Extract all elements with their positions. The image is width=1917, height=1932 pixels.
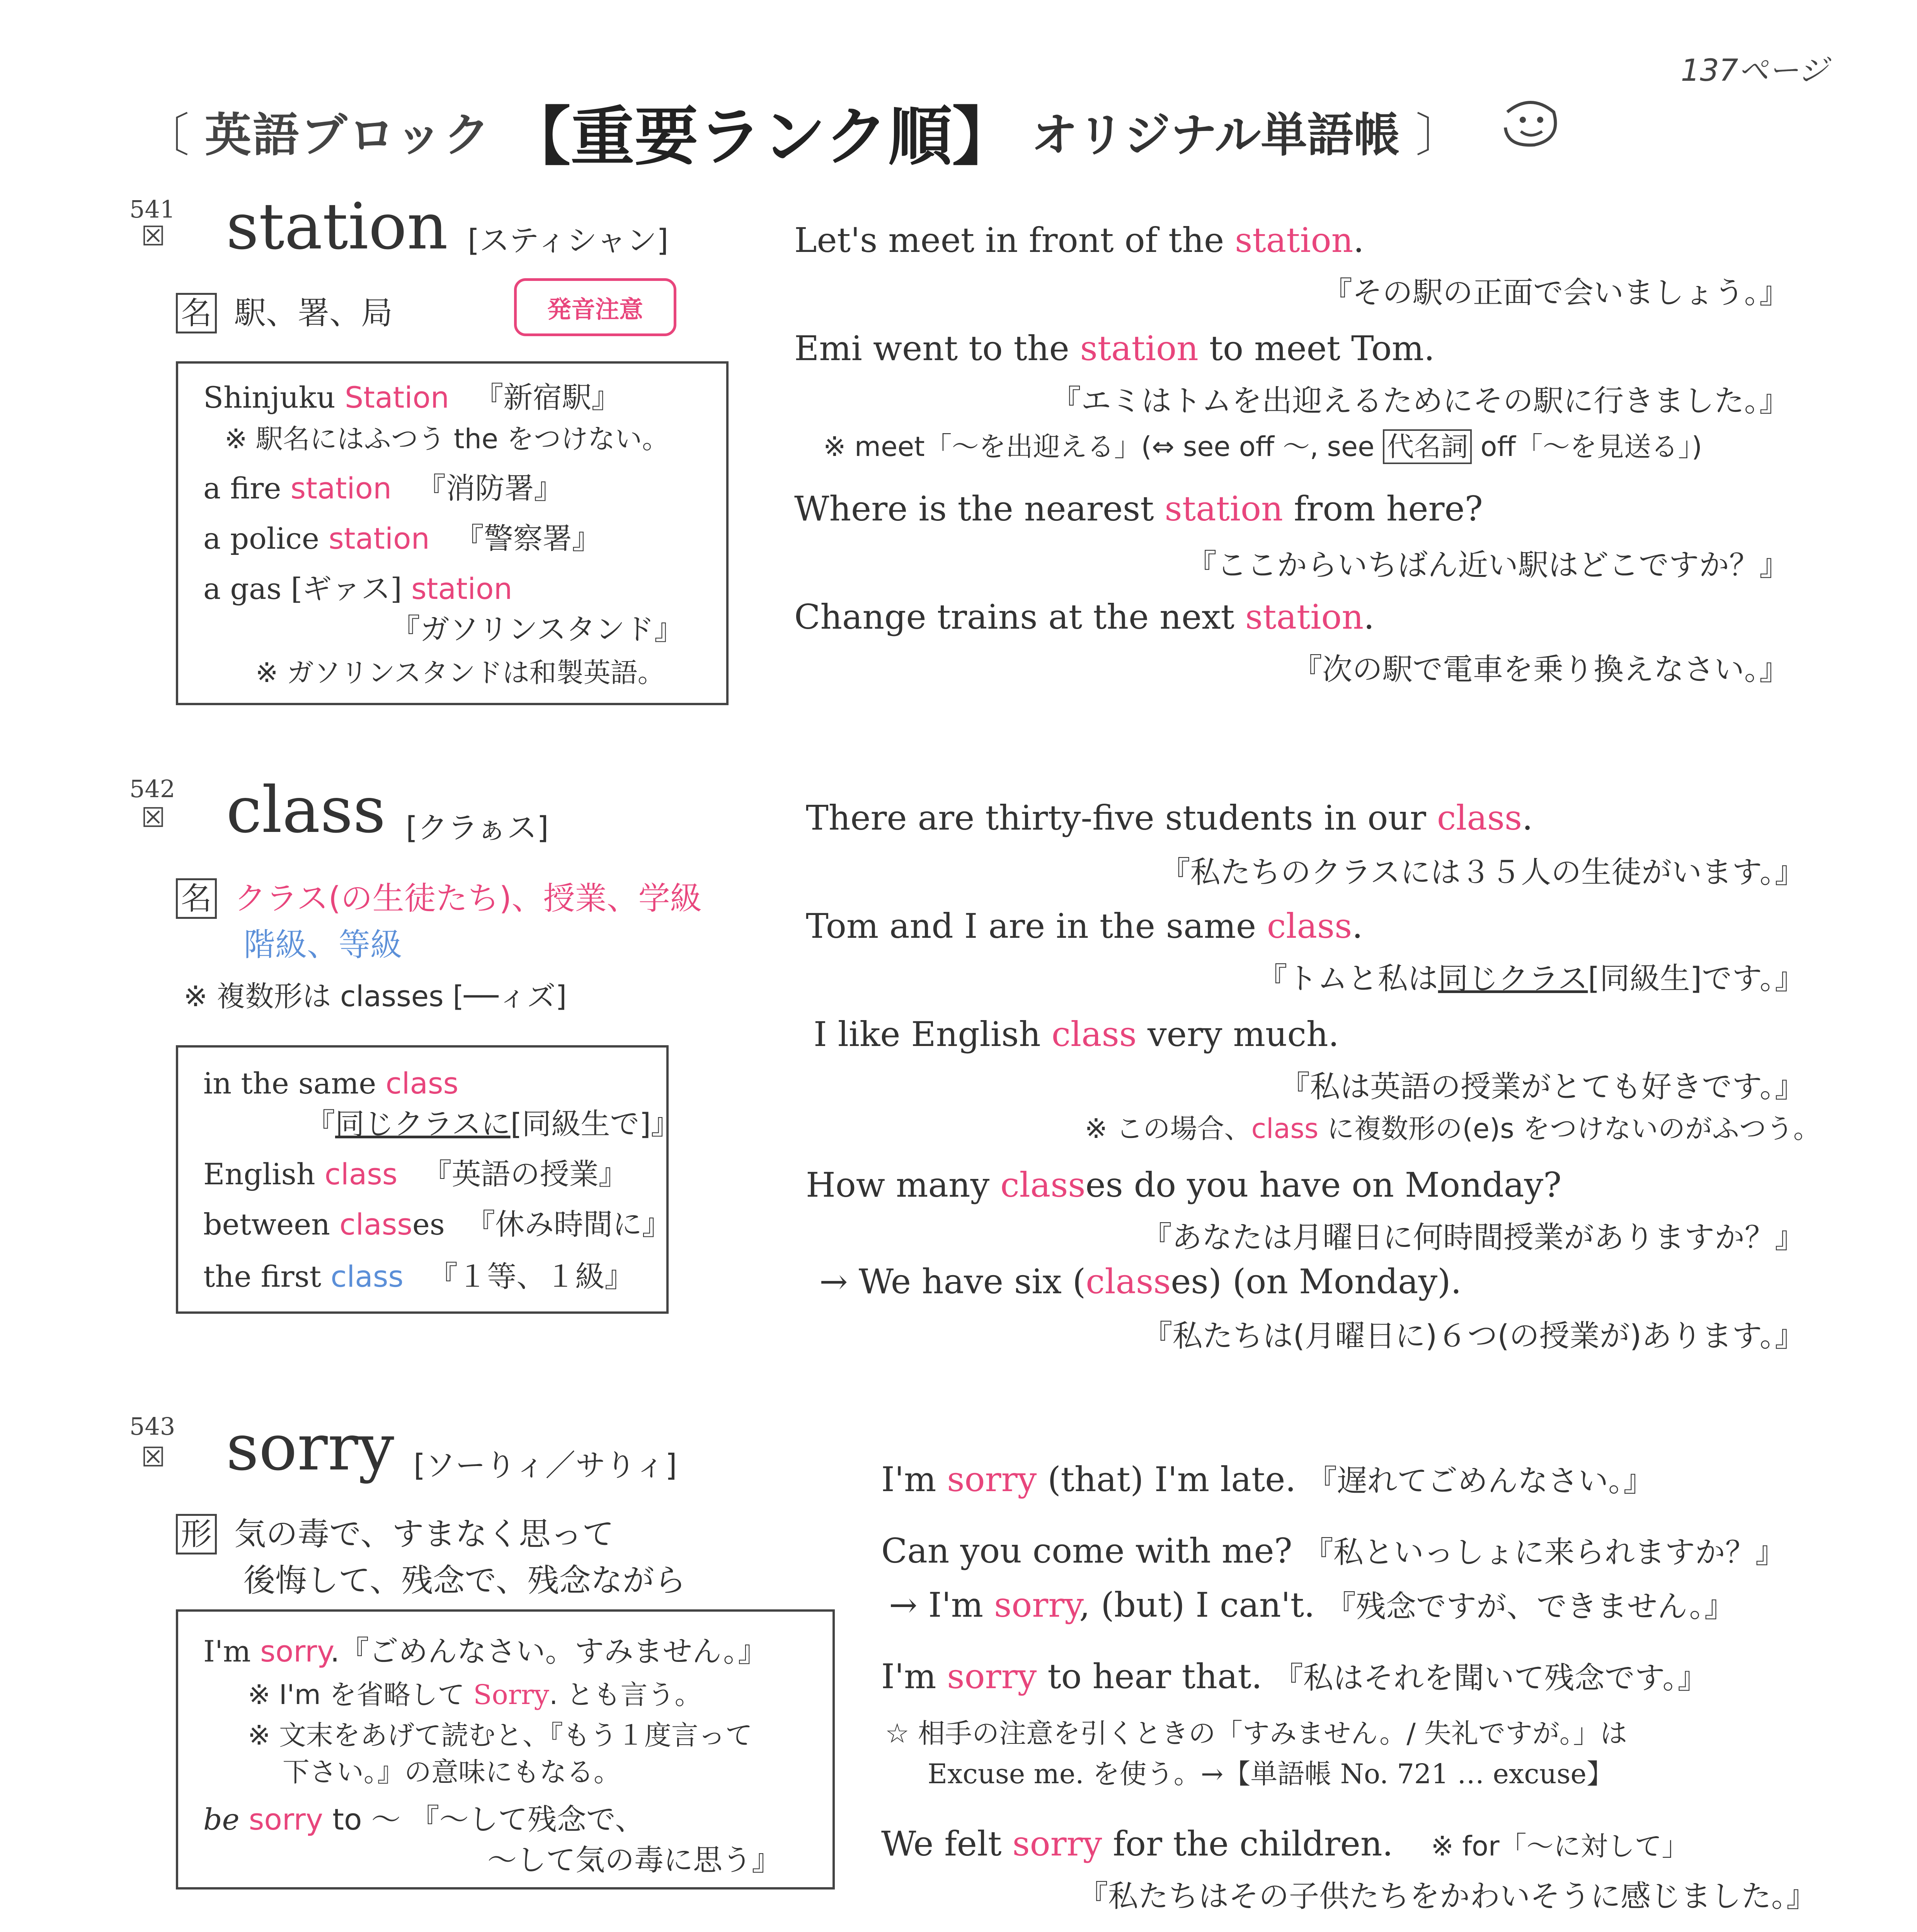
example-translation: 『私たちのクラスには３５人の生徒がいます。』 [1160,855,1805,890]
example-sentence: I'm sorry to hear that. 『私はそれを聞いて残念です。』 [881,1656,1708,1696]
phrase-line: in the same class [203,1066,459,1100]
headword: sorry [226,1410,394,1485]
phrase-translation: 『同じクラスに[同級生で]』 [306,1107,681,1141]
checkbox-icon[interactable]: ☒ [141,1441,165,1473]
checkbox-icon[interactable]: ☒ [141,220,165,252]
phrase-line: Shinjuku Station 『新宿駅』 [203,380,621,415]
headword: station [226,189,448,264]
example-translation: 『トムと私は同じクラス[同級生]です。』 [1257,961,1805,996]
header-close-bracket: 〕 [1415,109,1462,162]
example-sentence: We felt sorry for the children. ※ for「～に対して」 [881,1824,1689,1864]
example-translation: 『ここからいちばん近い駅はどこですか？』 [1186,548,1789,583]
entry-number: 543 [129,1412,175,1440]
example-sentence: I'm sorry (that) I'm late. 『遅れてごめんなさい。』 [881,1459,1654,1499]
meaning-secondary: 階級、等級 [243,927,402,963]
example-sentence: I like English class very much. [814,1014,1339,1054]
headword: class [226,773,386,847]
phrase-translation: ～して気の毒に思う』 [487,1843,781,1877]
phrase-line: a police station 『警察署』 [203,521,601,556]
phrase-line: a fire station 『消防署』 [203,471,564,505]
usage-note: ☆ 相手の注意を引くときの「すみません。/ 失礼ですが。」は [885,1718,1628,1749]
pronunciation: [ソーりィ／サりィ] [414,1448,677,1483]
example-sentence: Where is the nearest station from here? [794,489,1483,529]
header-open-bracket: 〔 [143,109,189,162]
entry-number: 541 [129,195,175,223]
phrase-line: between classes 『休み時間に』 [203,1207,672,1242]
example-sentence: Change trains at the next station. [794,597,1375,637]
phrase-translation: 『ガソリンスタンド』 [391,612,684,646]
example-sentence: How many classes do you have on Monday? [806,1165,1562,1205]
header-rank: 【重要ランク順】 [507,99,1016,174]
example-translation: 『その駅の正面で会いましょう。』 [1322,276,1789,310]
example-translation: 『次の駅で電車を乗り換えなさい。』 [1292,652,1789,687]
example-sentence: → We have six (classes) (on Monday). [819,1262,1462,1301]
usage-note: Excuse me. を使う。→【単語帳 No. 721 … excuse】 [928,1758,1614,1790]
page-number: 137ページ [1680,53,1828,88]
example-translation: 『エミはトムを出迎えるためにその駅に行きました。』 [1050,384,1789,418]
pronunciation-warning-badge: 発音注意 [514,278,676,336]
phrase-note: ※ 文末をあげて読むと、『もう１度言って [248,1719,752,1751]
phrase-line: English class 『英語の授業』 [203,1157,628,1191]
example-sentence: → I'm sorry, (but) I can't. 『残念ですが、できません。』 [889,1585,1735,1625]
phrase-box [176,361,729,705]
meaning: 駅、署、局 [234,295,393,332]
phrase-note: ※ 駅名にはふつう the をつけない。 [225,423,669,455]
part-of-speech: 名 クラス(の生徒たち)、授業、学級 [176,873,702,919]
header-title: オリジナル単語帳 [1031,109,1400,162]
example-sentence: There are thirty-five students in our class. [806,798,1533,838]
example-translation: 『あなたは月曜日に何時間授業がありますか？』 [1141,1220,1805,1255]
phrase-line: be sorry to ～ 『～して残念で、 [203,1802,645,1837]
phrase-line: the first class 『１等、１級』 [203,1259,634,1294]
example-sentence: Emi went to the station to meet Tom. [794,328,1435,368]
phrase-note: ※ I'm を省略して Sorry. とも言う。 [248,1679,702,1711]
phrase-note: ※ ガソリンスタンドは和製英語。 [255,657,665,689]
page-header [128,89,1477,174]
phrase-box [176,1609,835,1889]
part-of-speech: 名 駅、署、局 [176,288,393,333]
phrase-line: I'm sorry.『ごめんなさい。すみません。』 [203,1634,768,1668]
example-sentence: Let's meet in front of the station. [794,220,1364,260]
meaning: 気の毒で、すまなく思って [234,1516,614,1553]
part-of-speech: 形 気の毒で、すまなく思って [176,1509,614,1554]
example-sentence: Can you come with me? 『私といっしょに来られますか？』 [881,1531,1786,1571]
entry-number: 542 [129,775,175,803]
meaning: クラス(の生徒たち)、授業、学級 [234,880,702,917]
checkbox-icon[interactable]: ☒ [141,802,165,833]
face-icon [1500,97,1561,151]
example-translation: 『私たちは(月曜日に)６つ(の授業が)あります。』 [1142,1319,1805,1354]
pronunciation: [クラぁス] [406,811,549,845]
pronunciation: [スティシャン] [468,223,669,258]
example-translation: 『私は英語の授業がとても好きです。』 [1280,1070,1805,1104]
example-sentence: Tom and I are in the same class. [806,906,1363,946]
phrase-note: 下さい。』の意味にもなる。 [283,1756,621,1788]
usage-note: ※ この場合、class に複数形の(e)s をつけないのがふつう。 [1084,1113,1820,1145]
phrase-line: a gas [ギァス] station [203,571,512,606]
meaning-secondary: 後悔して、残念で、残念ながら [243,1562,686,1599]
usage-note: ※ meet「～を出迎える」(⇔ see off ～, see 代名詞 off「～を見送る」) [823,425,1702,464]
header-brand: 英語ブロック [205,109,492,162]
plural-note: ※ 複数形は classes [──ィズ] [184,980,567,1013]
phrase-box [176,1045,681,1314]
example-translation: 『私たちはその子供たちをかわいそうに感じました。』 [1078,1879,1817,1914]
